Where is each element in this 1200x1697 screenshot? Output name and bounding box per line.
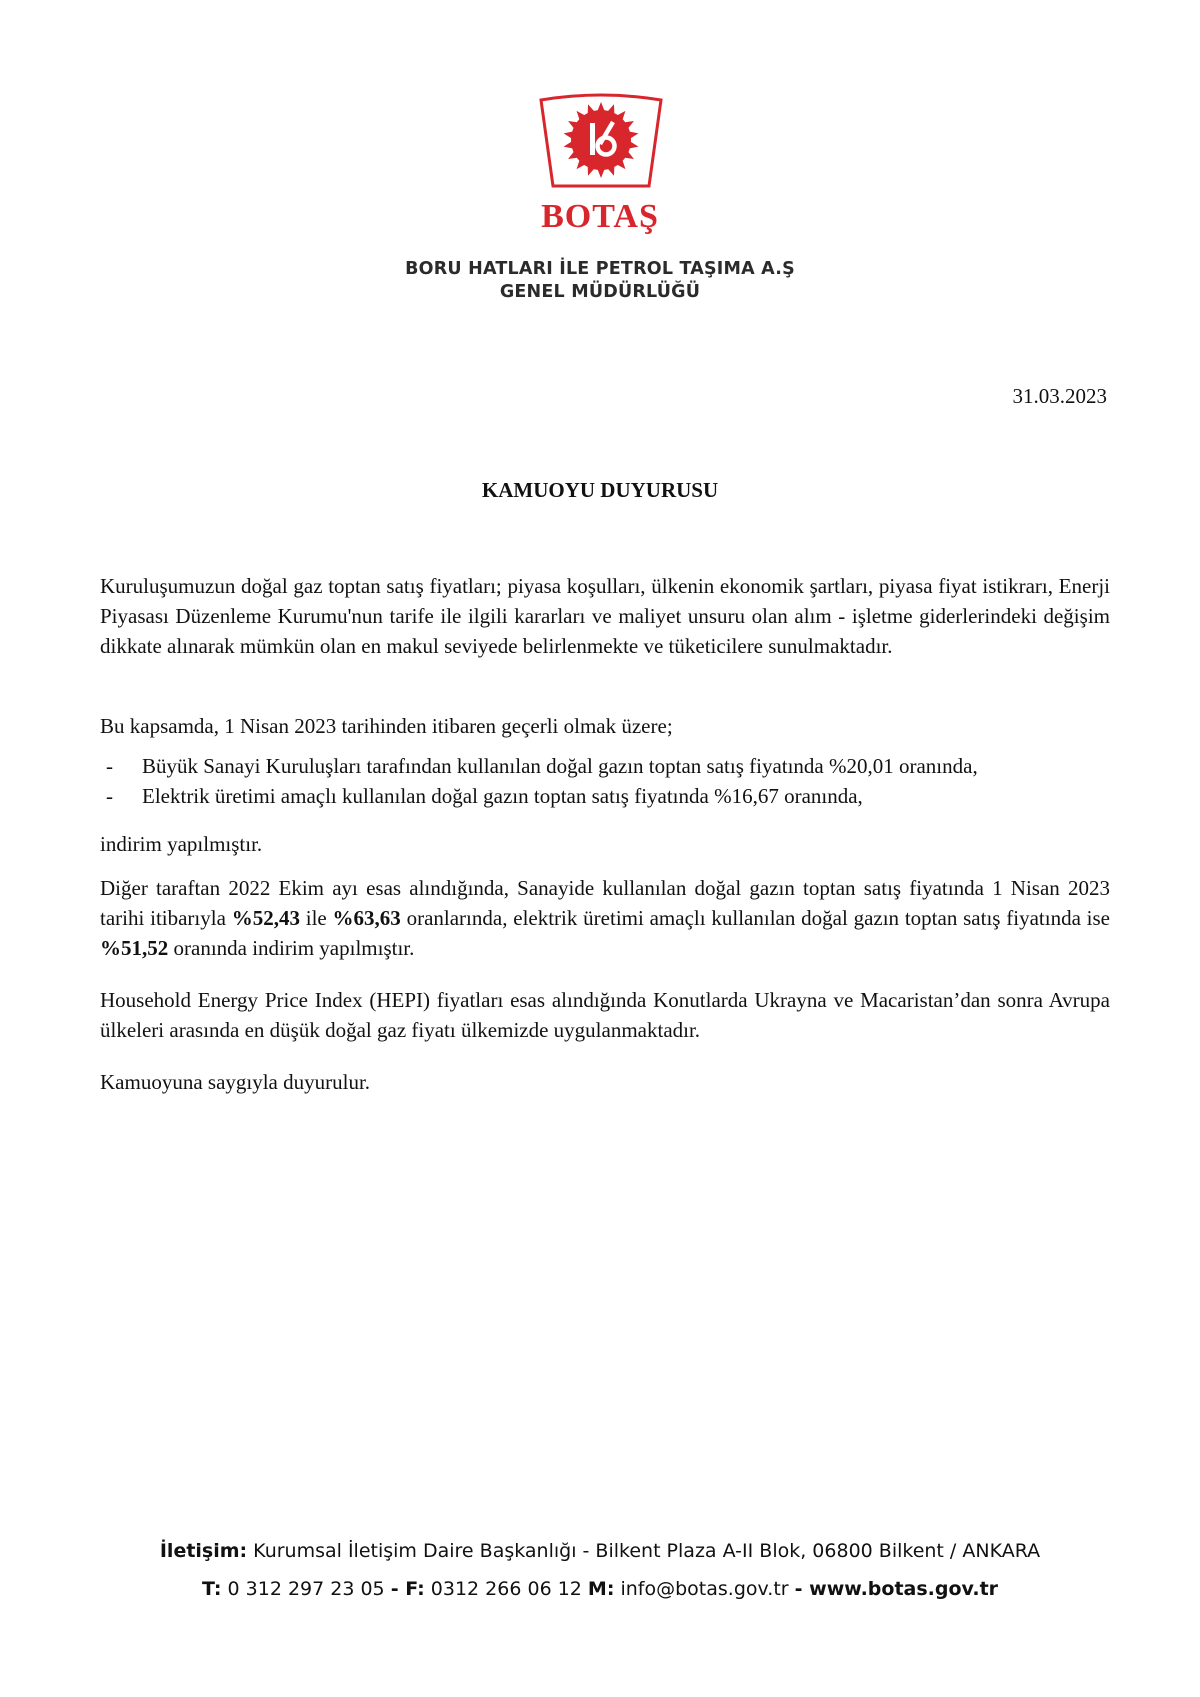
company-name: BORU HATLARI İLE PETROL TAŞIMA A.Ş [405,259,795,279]
contact-address: Kurumsal İletişim Daire Başkanlığı - Bilkent Plaza A-II Blok, 06800 Bilkent / ANKARA [247,1540,1041,1562]
company-subtitle: GENEL MÜDÜRLÜĞÜ [499,282,701,302]
logo-emblem-icon [535,92,667,192]
paragraph-hepi: Household Energy Price Index (HEPI) fiyatları esas alındığında Konutlarda Ukrayna ve Macaristan’dan sonra Avrupa ülkeleri arasında en düşük doğal gaz fiyatı ülkemizde uygulanmaktadır. [100,988,1110,1042]
document-date: 31.03.2023 [1012,384,1107,408]
rate-industry-2: %63,63 [332,906,401,930]
phone-label: T: [201,1578,222,1600]
mail-label: M: [587,1578,615,1600]
list-item [100,751,1110,781]
comparison-text: ile [299,906,333,930]
paragraph-intro: Kuruluşumuzun doğal gaz toptan satış fiyatları; piyasa koşulları, ülkenin ekonomik şartları, piyasa fiyat istikrarı, Enerji Piyasası Düzenleme Kurumu'nun tarife ile ilgili kararları ve maliyet unsuru olan alım - işletme giderlerindeki değişim dikkate alınarak mümkün olan en makul seviyede belirlenmekte ve tüketicilere sunulmaktadır. [100,574,1110,658]
paragraph-closing: Kamuoyuna saygıyla duyurulur. [100,1070,371,1094]
comparison-text: oranında indirim yapılmıştır. [168,936,415,960]
footer-contact [0,1540,1200,1562]
email-link[interactable]: info@botas.gov.tr [614,1578,795,1600]
paragraph-comparison [100,873,1110,963]
separator: - [794,1578,810,1600]
paragraph-scope: Bu kapsamda, 1 Nisan 2023 tarihinden itibaren geçerli olmak üzere; [100,714,673,738]
list-item-text: Büyük Sanayi Kuruluşları tarafından kullanılan doğal gazın toptan satış fiyatında %20,01 oranında, [142,754,978,778]
phone-number: 0 312 297 23 05 [221,1578,391,1600]
document-title: KAMUOYU DUYURUSU [481,478,719,502]
botas-logo [535,92,667,192]
list-item [100,781,1110,811]
separator: - [390,1578,406,1600]
footer-numbers [0,1578,1200,1600]
comparison-text: oranlarında, elektrik üretimi amaçlı kullanılan doğal gazın toptan satış fiyatında ise [400,906,1111,930]
list-item-text: Elektrik üretimi amaçlı kullanılan doğal gazın toptan satış fiyatında %16,67 oranında, [142,784,863,808]
fax-number: 0312 266 06 12 [424,1578,588,1600]
comparison-text: Diğer taraftan 2022 Ekim ayı esas alındığında, Sanayide kullanılan doğal gazın toptan satış fiyatında 1 Nisan 2023 tarihi itibarıyla [100,876,1110,930]
website-link[interactable]: www.botas.gov.tr [809,1578,999,1600]
rate-electricity: %51,52 [100,936,169,960]
list-dash: - [106,754,113,778]
contact-label: İletişim: [159,1540,248,1562]
list-dash: - [106,784,113,808]
discount-list [100,751,1110,811]
brand-name: BOTAŞ [541,198,659,235]
paragraph-discount-note: indirim yapılmıştır. [100,832,263,856]
fax-label: F: [405,1578,425,1600]
rate-industry-1: %52,43 [231,906,300,930]
